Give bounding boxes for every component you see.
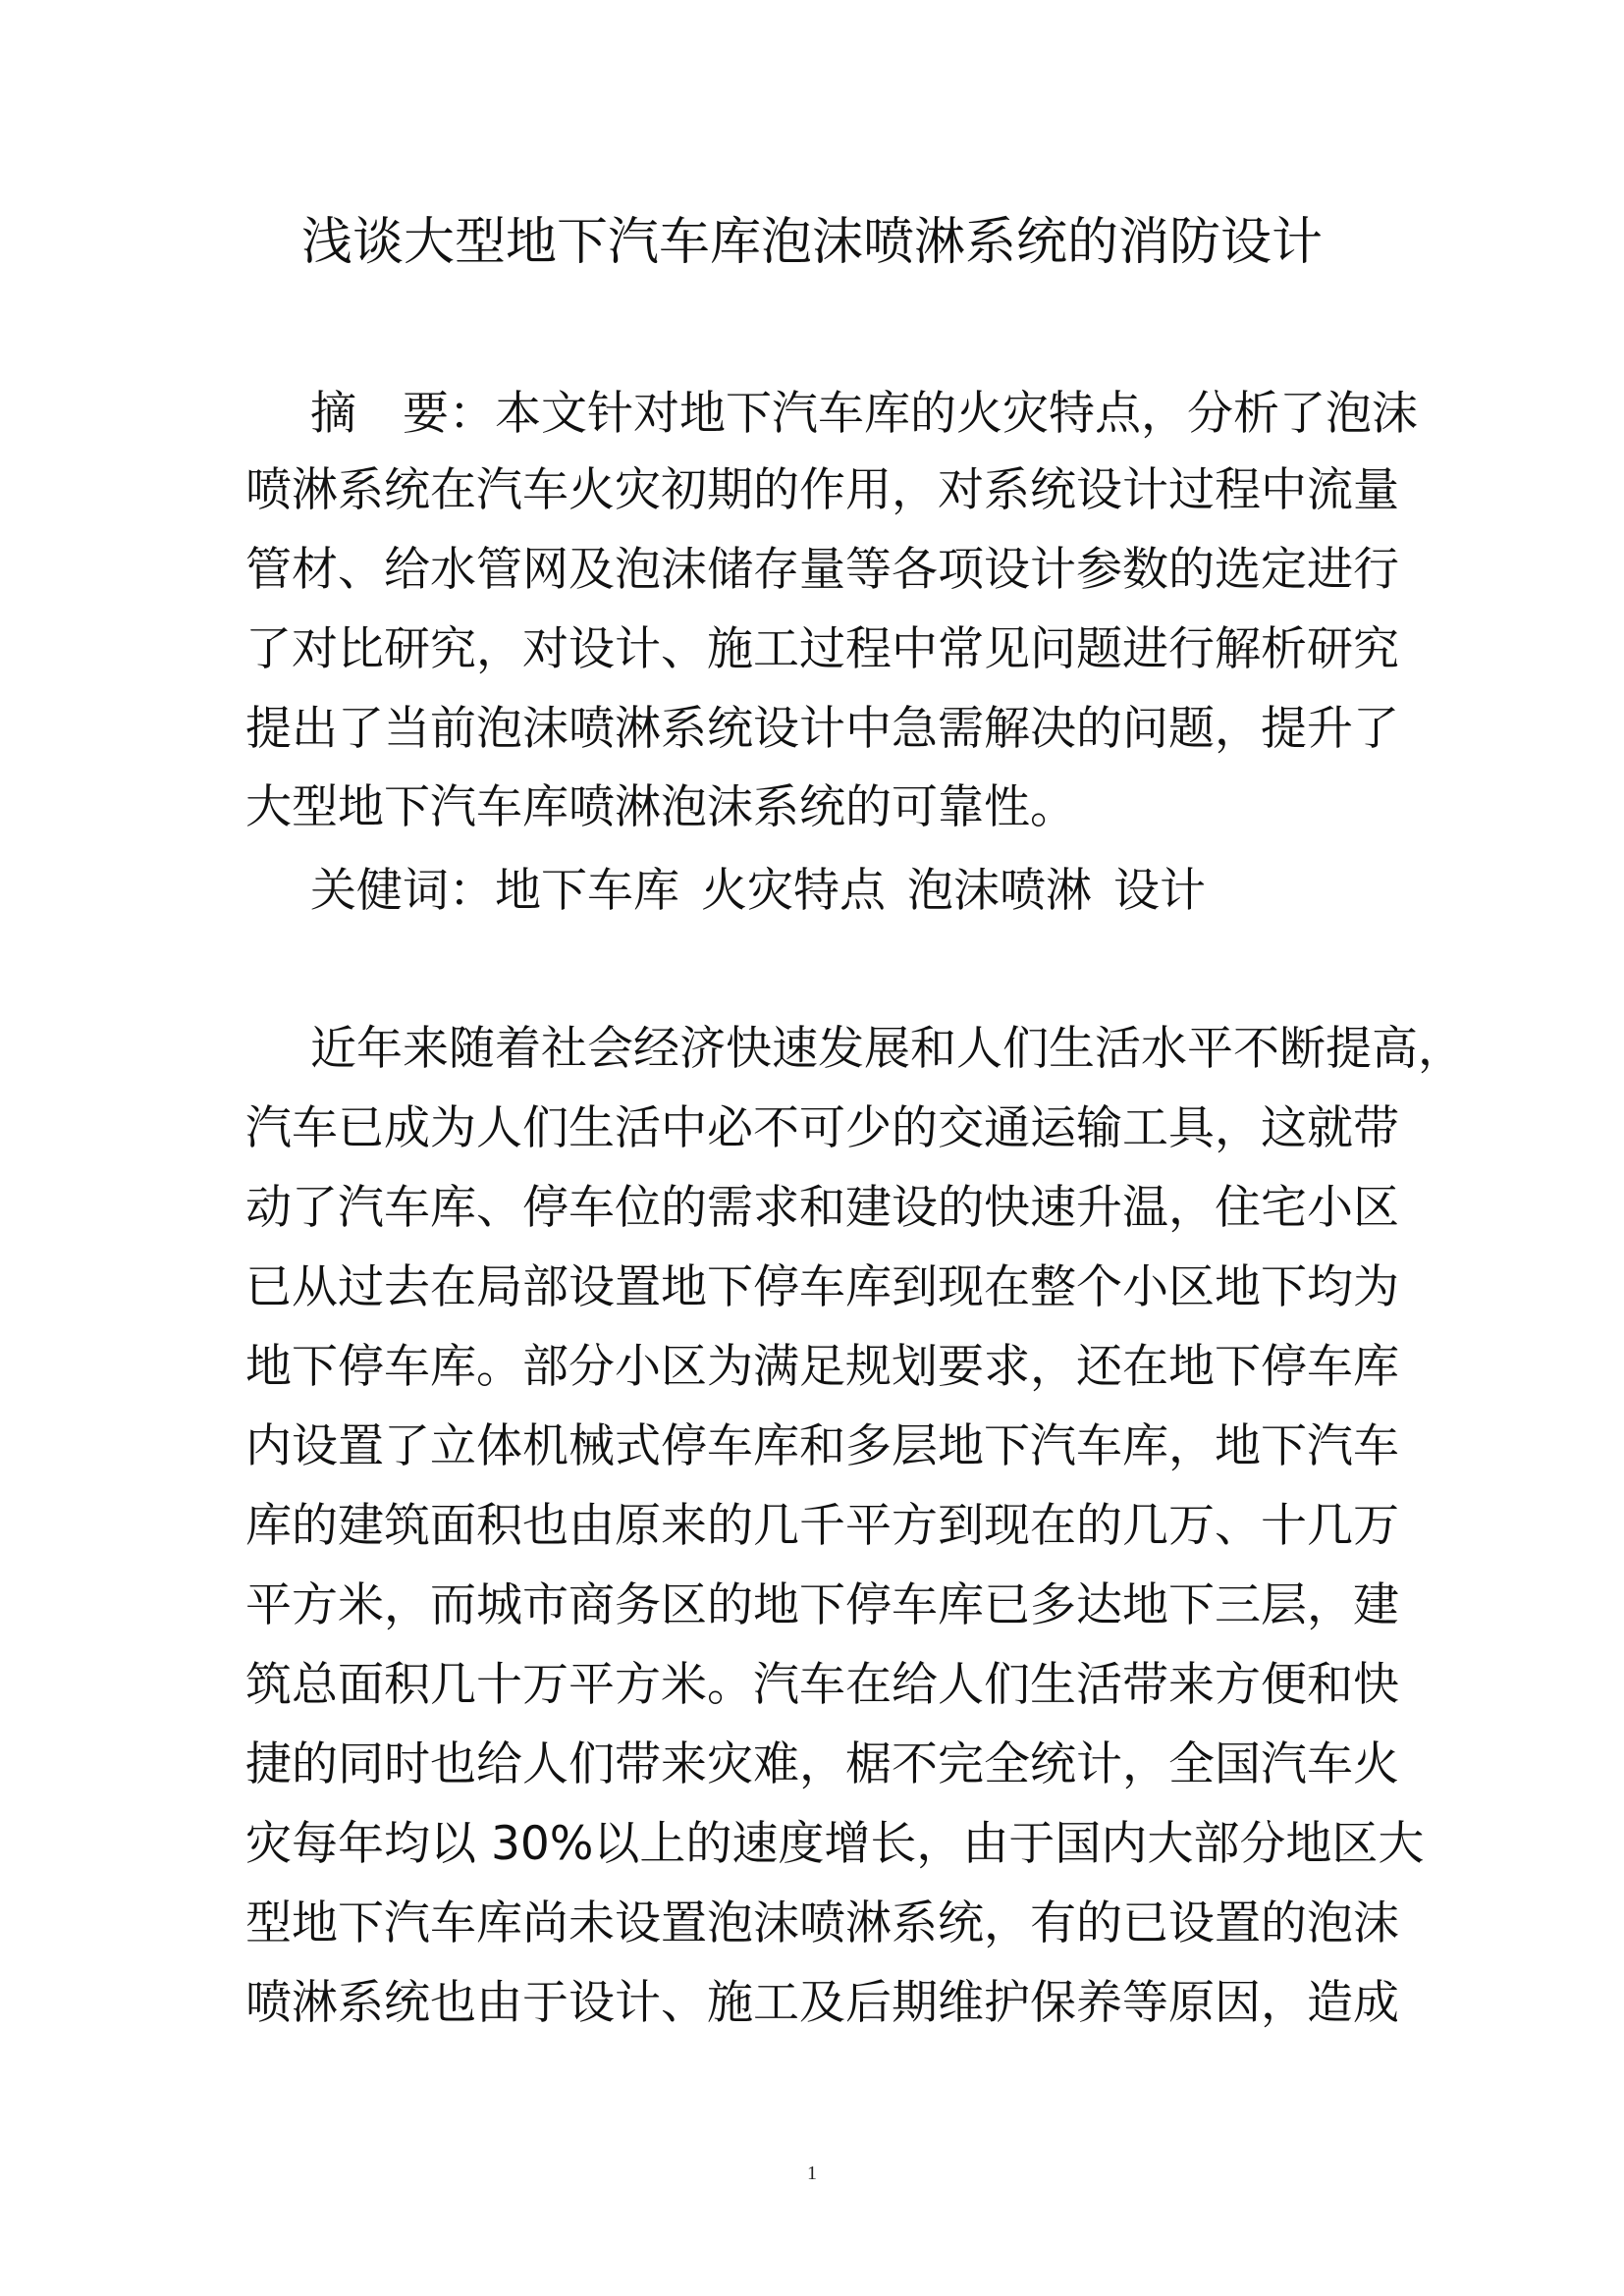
body-line: 地下停车库。部分小区为满足规划要求，还在地下停车库: [245, 1340, 1399, 1394]
page-number: 1: [807, 2163, 817, 2184]
body-line: 近年来随着社会经济快速发展和人们生活水平不断提高，: [310, 1022, 1464, 1076]
body-line: 汽车已成为人们生活中必不可少的交通运输工具，这就带: [245, 1101, 1399, 1155]
keywords-line: [310, 862, 1227, 921]
body-line: 内设置了立体机械式停车库和多层地下汽车库，地下汽车: [245, 1419, 1399, 1473]
body-line: 捷的同时也给人们带来灾难，椐不完全统计，全国汽车火: [245, 1737, 1399, 1791]
body-line: 动了汽车库、停车位的需求和建设的快速升温，住宅小区: [245, 1181, 1399, 1235]
abstract-line: 大型地下汽车库喷淋泡沫系统的可靠性。: [245, 780, 1076, 834]
abstract-line: 提出了当前泡沫喷淋系统设计中急需解决的问题，提升了: [245, 702, 1399, 756]
keywords-label: 关健词：: [310, 864, 495, 918]
abstract-line: 管材、给水管网及泡沫储存量等各项设计参数的选定进行: [245, 543, 1399, 597]
keyword: 火灾特点: [701, 864, 886, 918]
body-line: 平方米，而城市商务区的地下停车库已多达地下三层，建: [245, 1578, 1399, 1632]
abstract-line: 摘 要：本文针对地下汽车库的火灾特点，分析了泡沫: [310, 387, 1418, 441]
keyword: 泡沫喷淋: [907, 864, 1092, 918]
keyword: 地下车库: [495, 864, 679, 918]
body-line: 型地下汽车库尚未设置泡沫喷淋系统，有的已设置的泡沫: [245, 1896, 1399, 1950]
document-title: 浅谈大型地下汽车库泡沫喷淋系统的消防设计: [300, 213, 1323, 272]
body-line: 筑总面积几十万平方米。汽车在给人们生活带来方便和快: [245, 1658, 1399, 1712]
body-line: 已从过去在局部设置地下停车库到现在整个小区地下均为: [245, 1260, 1399, 1314]
body-line: 喷淋系统也由于设计、施工及后期维护保养等原因，造成: [245, 1976, 1399, 2030]
body-line: 库的建筑面积也由原来的几千平方到现在的几万、十几万: [245, 1499, 1399, 1553]
abstract-line: 喷淋系统在汽车火灾初期的作用，对系统设计过程中流量: [245, 463, 1399, 517]
abstract-line: 了对比研究，对设计、施工过程中常见问题进行解析研究: [245, 622, 1399, 676]
body-line: 灾每年均以 30%以上的速度增长，由于国内大部分地区大: [245, 1817, 1425, 1871]
keyword: 设计: [1113, 864, 1206, 918]
